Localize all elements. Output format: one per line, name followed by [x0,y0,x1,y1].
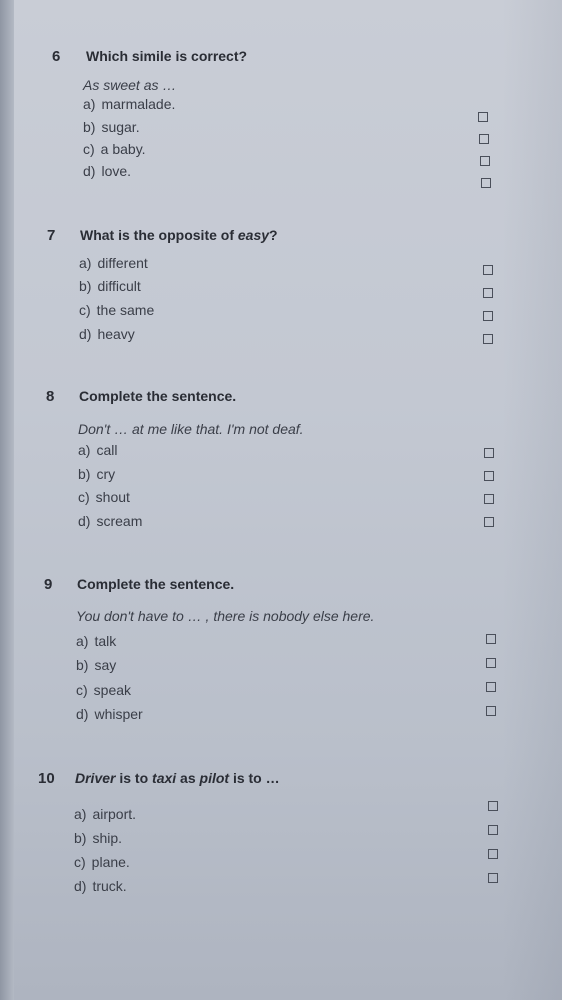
title-text: What is the opposite of [80,227,238,243]
option-d [78,513,142,529]
checkbox-d[interactable] [488,873,498,883]
checkbox-b[interactable] [484,471,494,481]
option-letter: b) [83,119,96,135]
option-c [76,682,131,698]
option-letter: d) [78,513,91,529]
checkbox-b[interactable] [483,288,493,298]
question-number: 8 [46,388,55,405]
option-text: cry [96,466,116,482]
title-emphasis: easy [237,227,270,243]
option-letter: b) [79,278,92,294]
question-title [80,227,278,243]
option-d [83,163,131,179]
option-a [76,633,116,649]
option-text: call [96,442,118,458]
option-letter: d) [79,326,92,342]
option-text: say [94,657,117,673]
option-text: the same [96,302,155,318]
option-letter: b) [74,830,87,846]
option-letter: d) [76,706,89,722]
checkbox-c[interactable] [483,311,493,321]
option-text: speak [93,682,132,698]
title-emphasis: taxi [152,770,177,786]
option-d [76,706,143,722]
option-text: marmalade. [101,96,176,112]
title-text: as [176,770,200,786]
option-letter: d) [83,163,96,179]
checkbox-d[interactable] [481,178,491,188]
question-prompt: As sweet as … [83,77,177,93]
option-b [78,466,115,482]
title-emphasis: pilot [199,770,230,786]
option-text: different [97,255,148,271]
option-letter: a) [83,96,96,112]
option-a [79,255,148,271]
question-title: Complete the sentence. [79,388,237,404]
question-number: 6 [52,48,61,65]
option-text: truck. [92,878,127,894]
checkbox-c[interactable] [480,156,490,166]
option-letter: b) [78,466,91,482]
title-text: is to [115,770,153,786]
option-letter: c) [78,489,90,505]
option-letter: c) [83,141,95,157]
page-shadow [502,0,562,1000]
checkbox-d[interactable] [486,706,496,716]
checkbox-a[interactable] [484,448,494,458]
option-text: talk [94,633,117,649]
title-emphasis: Driver [75,770,116,786]
title-text: is to … [229,770,280,786]
checkbox-a[interactable] [478,112,488,122]
checkbox-a[interactable] [486,634,496,644]
option-text: a baby. [100,141,146,157]
checkbox-b[interactable] [488,825,498,835]
option-letter: c) [74,854,86,870]
checkbox-c[interactable] [484,494,494,504]
option-b [83,119,140,135]
question-title [75,770,280,786]
option-b [74,830,122,846]
option-a [78,442,117,458]
option-text: difficult [97,278,141,294]
option-text: heavy [97,326,135,342]
checkbox-a[interactable] [488,801,498,811]
option-d [74,878,127,894]
option-d [79,326,135,342]
option-letter: c) [76,682,88,698]
option-text: scream [96,513,143,529]
option-letter: b) [76,657,89,673]
option-text: plane. [91,854,130,870]
option-letter: d) [74,878,87,894]
page-binding-edge [0,0,14,1000]
option-text: whisper [94,706,143,722]
option-letter: a) [76,633,89,649]
option-b [76,657,116,673]
question-number: 7 [47,227,56,244]
option-a [74,806,136,822]
option-c [78,489,130,505]
checkbox-c[interactable] [488,849,498,859]
checkbox-c[interactable] [486,682,496,692]
option-letter: c) [79,302,91,318]
option-c [79,302,154,318]
question-prompt: You don't have to … , there is nobody else here. [76,608,375,624]
option-c [83,141,146,157]
checkbox-a[interactable] [483,265,493,275]
option-text: shout [95,489,130,505]
option-letter: a) [74,806,87,822]
option-letter: a) [79,255,92,271]
option-c [74,854,130,870]
question-number: 10 [38,770,55,787]
option-letter: a) [78,442,91,458]
question-title: Complete the sentence. [77,576,235,592]
checkbox-d[interactable] [483,334,493,344]
option-text: ship. [92,830,123,846]
question-number: 9 [44,576,53,593]
question-prompt: Don't … at me like that. I'm not deaf. [78,421,304,437]
checkbox-d[interactable] [484,517,494,527]
option-text: airport. [92,806,137,822]
option-text: love. [101,163,132,179]
title-text: ? [269,227,278,243]
question-title: Which simile is correct? [86,48,248,64]
option-b [79,278,141,294]
checkbox-b[interactable] [486,658,496,668]
option-a [83,96,175,112]
checkbox-b[interactable] [479,134,489,144]
option-text: sugar. [101,119,140,135]
